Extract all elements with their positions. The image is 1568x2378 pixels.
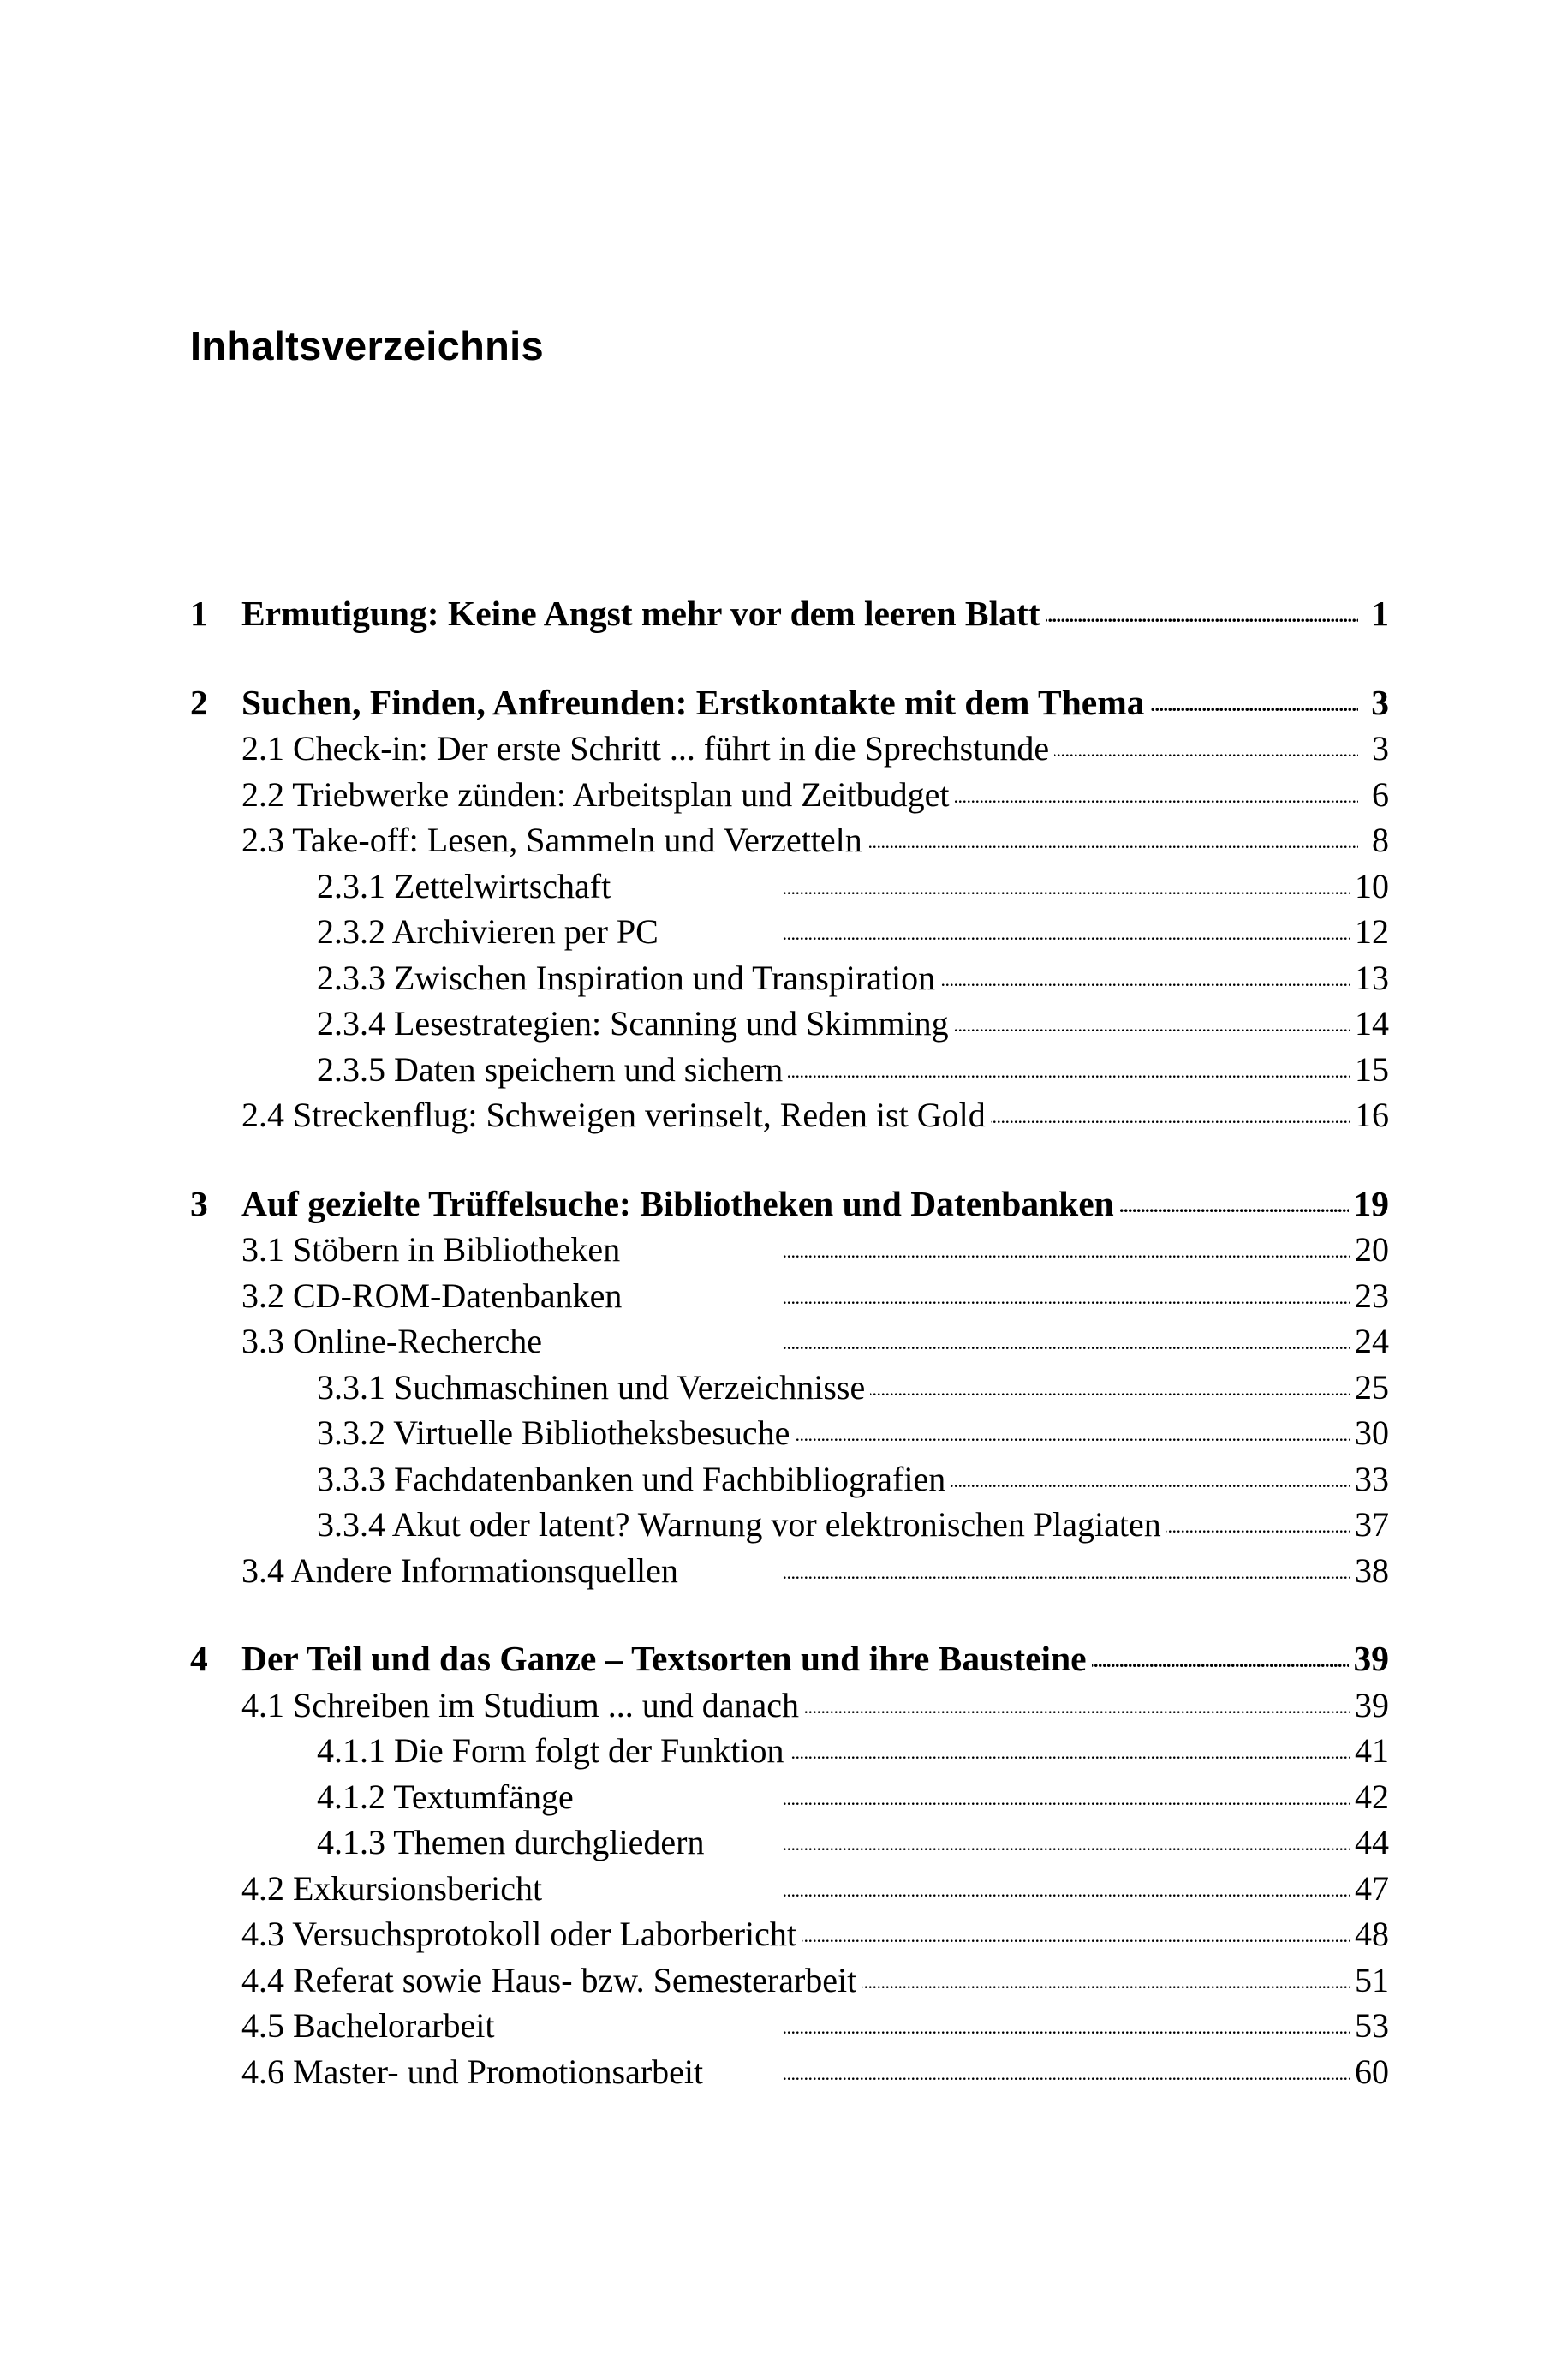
dot-leader: [547, 1327, 1350, 1353]
entry-label: 2.4 Streckenflug: Schweigen verinselt, Reden ist Gold: [241, 1096, 986, 1134]
toc-entry: [190, 1866, 1389, 1912]
toc-entry: [190, 1410, 1389, 1456]
toc-entry: [190, 1273, 1389, 1319]
page-number: 30: [1355, 1413, 1389, 1452]
page-number: 39: [1355, 1685, 1389, 1724]
entry-label: 3.3.3 Fachdatenbanken und Fachbibliografien: [317, 1459, 946, 1498]
dot-leader: [862, 1966, 1350, 1992]
page-number: 3: [1372, 729, 1389, 768]
entry-label: 2.3.5 Daten speichern und sichern: [317, 1049, 784, 1089]
entry-label: 2.1 Check-in: Der erste Schritt ... führt in die Sprechstunde: [241, 729, 1050, 768]
dot-leader: [1092, 1645, 1349, 1670]
chapter-number: 4: [190, 1639, 208, 1678]
toc-entry: [190, 1728, 1389, 1774]
dot-leader: [664, 917, 1350, 943]
dot-leader: [802, 1920, 1350, 1945]
toc-entry: [190, 772, 1389, 818]
page-number: 19: [1353, 1183, 1389, 1223]
entry-label: 4.2 Exkursionsbericht: [241, 1868, 543, 1908]
toc-entry: [190, 1047, 1389, 1093]
page-number: 38: [1355, 1550, 1389, 1590]
toc-entry: [190, 1456, 1389, 1503]
toc-entry: [190, 1227, 1389, 1273]
page-title: Inhaltsverzeichnis: [190, 323, 544, 368]
dot-leader: [708, 2058, 1350, 2083]
page-number: 39: [1353, 1639, 1389, 1678]
dot-leader: [954, 1009, 1350, 1035]
entry-label: 2.3 Take-off: Lesen, Sammeln und Verzetteln: [241, 821, 862, 859]
dot-leader: [616, 872, 1350, 898]
entry-label: 4.6 Master- und Promotionsarbeit: [241, 2052, 704, 2091]
dot-leader: [579, 1783, 1350, 1808]
toc-entry: [190, 1774, 1389, 1820]
chapter-title: Der Teil und das Ganze – Textsorten und ihre Bausteine: [241, 1639, 1087, 1678]
dot-leader: [1046, 600, 1358, 625]
page-number: 47: [1355, 1868, 1389, 1908]
entry-label: 2.3.1 Zettelwirtschaft: [317, 866, 611, 905]
chapter-number: 2: [190, 682, 208, 722]
toc-entry: [190, 955, 1389, 1001]
page-number: 33: [1355, 1459, 1389, 1498]
page-number: 20: [1355, 1230, 1389, 1269]
page-number: 6: [1372, 774, 1389, 814]
chapter-title: Ermutigung: Keine Angst mehr vor dem leeren Blatt: [241, 594, 1040, 633]
dot-leader: [795, 1419, 1350, 1444]
toc-entry: [190, 1548, 1389, 1594]
page-number: 41: [1355, 1731, 1389, 1770]
entry-label: 2.3.3 Zwischen Inspiration und Transpiration: [317, 958, 936, 997]
toc-chapter: [190, 591, 1389, 637]
dot-leader: [625, 1235, 1350, 1261]
page-number: 23: [1355, 1276, 1389, 1315]
entry-label: 3.3 Online-Recherche: [241, 1322, 542, 1360]
dot-leader: [867, 826, 1358, 851]
chapter-number: 3: [190, 1183, 208, 1223]
entry-label: 4.1.1 Die Form folgt der Funktion: [317, 1731, 784, 1770]
entry-label: 4.4 Referat sowie Haus- bzw. Semesterarbeit: [241, 1960, 857, 1999]
entry-label: 2.2 Triebwerke zünden: Arbeitsplan und Zeitbudget: [241, 774, 950, 814]
page-number: 37: [1355, 1505, 1389, 1544]
page-number: 51: [1355, 1960, 1389, 1999]
chapter-title: Auf gezielte Trüffelsuche: Bibliotheken und Datenbanken: [241, 1183, 1114, 1223]
toc-chapter-entry: [190, 680, 1389, 726]
dot-leader: [991, 1101, 1350, 1126]
dot-leader: [1166, 1510, 1350, 1536]
dot-leader: [709, 1828, 1350, 1854]
toc-entry: [190, 817, 1389, 863]
toc-entry: [190, 2003, 1389, 2049]
toc-chapter: [190, 1636, 1389, 2094]
toc-entry: [190, 1957, 1389, 2004]
entry-label: 4.1.2 Textumfänge: [317, 1777, 574, 1816]
dot-leader: [788, 1055, 1350, 1081]
dot-leader: [499, 2011, 1350, 2037]
toc-entry: [190, 2049, 1389, 2095]
dot-leader: [955, 780, 1358, 806]
page-number: 24: [1355, 1322, 1389, 1360]
page-number: 15: [1355, 1049, 1389, 1089]
chapter-title: Suchen, Finden, Anfreunden: Erstkontakte mit dem Thema: [241, 682, 1145, 722]
dot-leader: [627, 1282, 1350, 1307]
toc-entry: [190, 1001, 1389, 1047]
page-number: 8: [1372, 821, 1389, 859]
dot-leader: [790, 1736, 1350, 1762]
page-number: 44: [1355, 1823, 1389, 1861]
entry-label: 3.2 CD-ROM-Datenbanken: [241, 1276, 623, 1315]
toc-entry: [190, 1682, 1389, 1729]
dot-leader: [683, 1556, 1350, 1582]
toc-entry: [190, 1502, 1389, 1548]
dot-leader: [547, 1874, 1350, 1900]
page-number: 1: [1371, 594, 1389, 633]
page-number: 14: [1355, 1004, 1389, 1043]
entry-label: 3.3.4 Akut oder latent? Warnung vor elektronischen Plagiaten: [317, 1505, 1161, 1544]
toc-entry: [190, 1318, 1389, 1365]
page-number: 16: [1355, 1096, 1389, 1134]
entry-label: 3.3.2 Virtuelle Bibliotheksbesuche: [317, 1413, 790, 1452]
toc-chapter-entry: [190, 1636, 1389, 1682]
page-number: 10: [1355, 866, 1389, 905]
entry-label: 4.1 Schreiben im Studium ... und danach: [241, 1685, 800, 1724]
dot-leader: [1054, 734, 1358, 760]
chapter-number: 1: [190, 594, 208, 633]
page-number: 48: [1355, 1915, 1389, 1953]
toc-entry: [190, 863, 1389, 910]
entry-label: 2.3.2 Archivieren per PC: [317, 912, 659, 951]
dot-leader: [951, 1465, 1350, 1491]
page-number: 13: [1355, 958, 1389, 997]
dot-leader: [870, 1373, 1350, 1399]
dot-leader: [804, 1691, 1350, 1717]
page-number: 60: [1355, 2052, 1389, 2091]
toc-entry: [190, 1819, 1389, 1866]
toc-chapter-entry: [190, 1181, 1389, 1228]
page-number: 3: [1371, 682, 1389, 722]
entry-label: 4.3 Versuchsprotokoll oder Laborbericht: [241, 1915, 796, 1953]
page-number: 25: [1355, 1367, 1389, 1407]
toc-entry: [190, 1911, 1389, 1957]
page-number: 12: [1355, 912, 1389, 951]
dot-leader: [940, 964, 1350, 989]
entry-label: 3.1 Stöbern in Bibliotheken: [241, 1230, 621, 1269]
page-number: 42: [1355, 1777, 1389, 1816]
toc-entry: [190, 726, 1389, 772]
entry-label: 4.1.3 Themen durchgliedern: [317, 1823, 705, 1861]
entry-label: 2.3.4 Lesestrategien: Scanning und Skimming: [317, 1004, 949, 1043]
table-of-contents: [190, 591, 1389, 2137]
entry-label: 4.5 Bachelorarbeit: [241, 2006, 495, 2045]
page-number: 53: [1355, 2006, 1389, 2045]
entry-label: 3.3.1 Suchmaschinen und Verzeichnisse: [317, 1367, 866, 1407]
entry-label: 3.4 Andere Informationsquellen: [241, 1550, 678, 1590]
toc-chapter-entry: [190, 591, 1389, 637]
toc-entry: [190, 909, 1389, 955]
toc-entry: [190, 1092, 1389, 1138]
toc-chapter: [190, 1181, 1389, 1594]
toc-chapter: [190, 680, 1389, 1138]
dot-leader: [1119, 1190, 1349, 1216]
dot-leader: [1150, 689, 1358, 714]
toc-entry: [190, 1365, 1389, 1411]
